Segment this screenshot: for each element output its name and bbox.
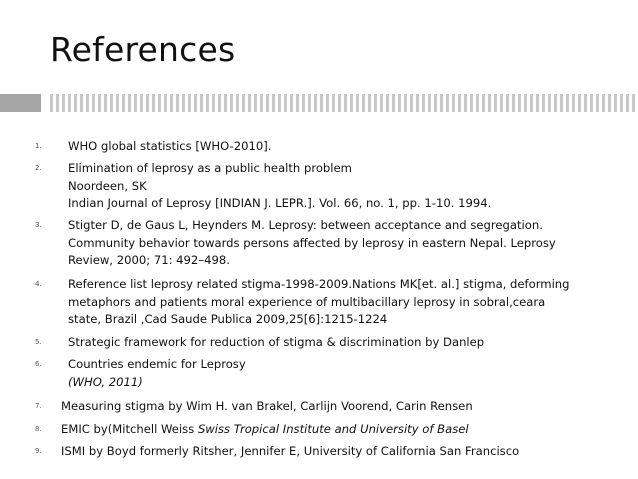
reference-text: Elimination of leprosy as a public health problem Noordeen, SK Indian Journal of Leprosy [INDIAN J. LEPR.]. Vol. 66, no. 1, pp. 1-10. 1994. [68, 161, 492, 210]
reference-text: EMIC by(Mitchell Weiss Swiss Tropical Institute and University of Basel [61, 422, 469, 436]
list-number: 3. [35, 221, 42, 229]
reference-text: WHO global statistics [WHO-2010]. [68, 139, 272, 153]
list-number: 6. [35, 360, 42, 368]
slide-title: References [50, 30, 236, 69]
accent-rule [47, 94, 638, 112]
reference-text: Measuring stigma by Wim H. van Brakel, Carlijn Voorend, Carin Rensen [61, 399, 473, 413]
title-underline-bar [0, 94, 638, 112]
reference-text: Stigter D, de Gaus L, Heynders M. Leprosy: between acceptance and segregation. Community behavior towards persons affected by leprosy in eastern Nepal. Leprosy Review, 2000; 71: 492–498. [68, 218, 556, 267]
accent-square [0, 94, 41, 112]
reference-text: Reference list leprosy related stigma-1998-2009.Nations MK[et. al.] stigma, deforming metaphors and patients moral experience of multibacillary leprosy in sobral,ceara state, Brazil ,Cad Saude Publica 2009,25[6]:1215-1224 [68, 277, 570, 326]
reference-text: ISMI by Boyd formerly Ritsher, Jennifer E, University of California San Francisco [61, 444, 520, 458]
reference-text: Strategic framework for reduction of stigma & discrimination by Danlep [68, 335, 485, 349]
list-number: 1. [35, 142, 42, 150]
reference-text: Countries endemic for Leprosy (WHO, 2011) [68, 357, 246, 389]
list-number: 4. [35, 280, 42, 288]
list-number: 5. [35, 338, 42, 346]
list-number: 7. [35, 402, 42, 410]
list-number: 8. [35, 425, 42, 433]
list-number: 2. [35, 164, 42, 172]
list-number: 9. [35, 447, 42, 455]
